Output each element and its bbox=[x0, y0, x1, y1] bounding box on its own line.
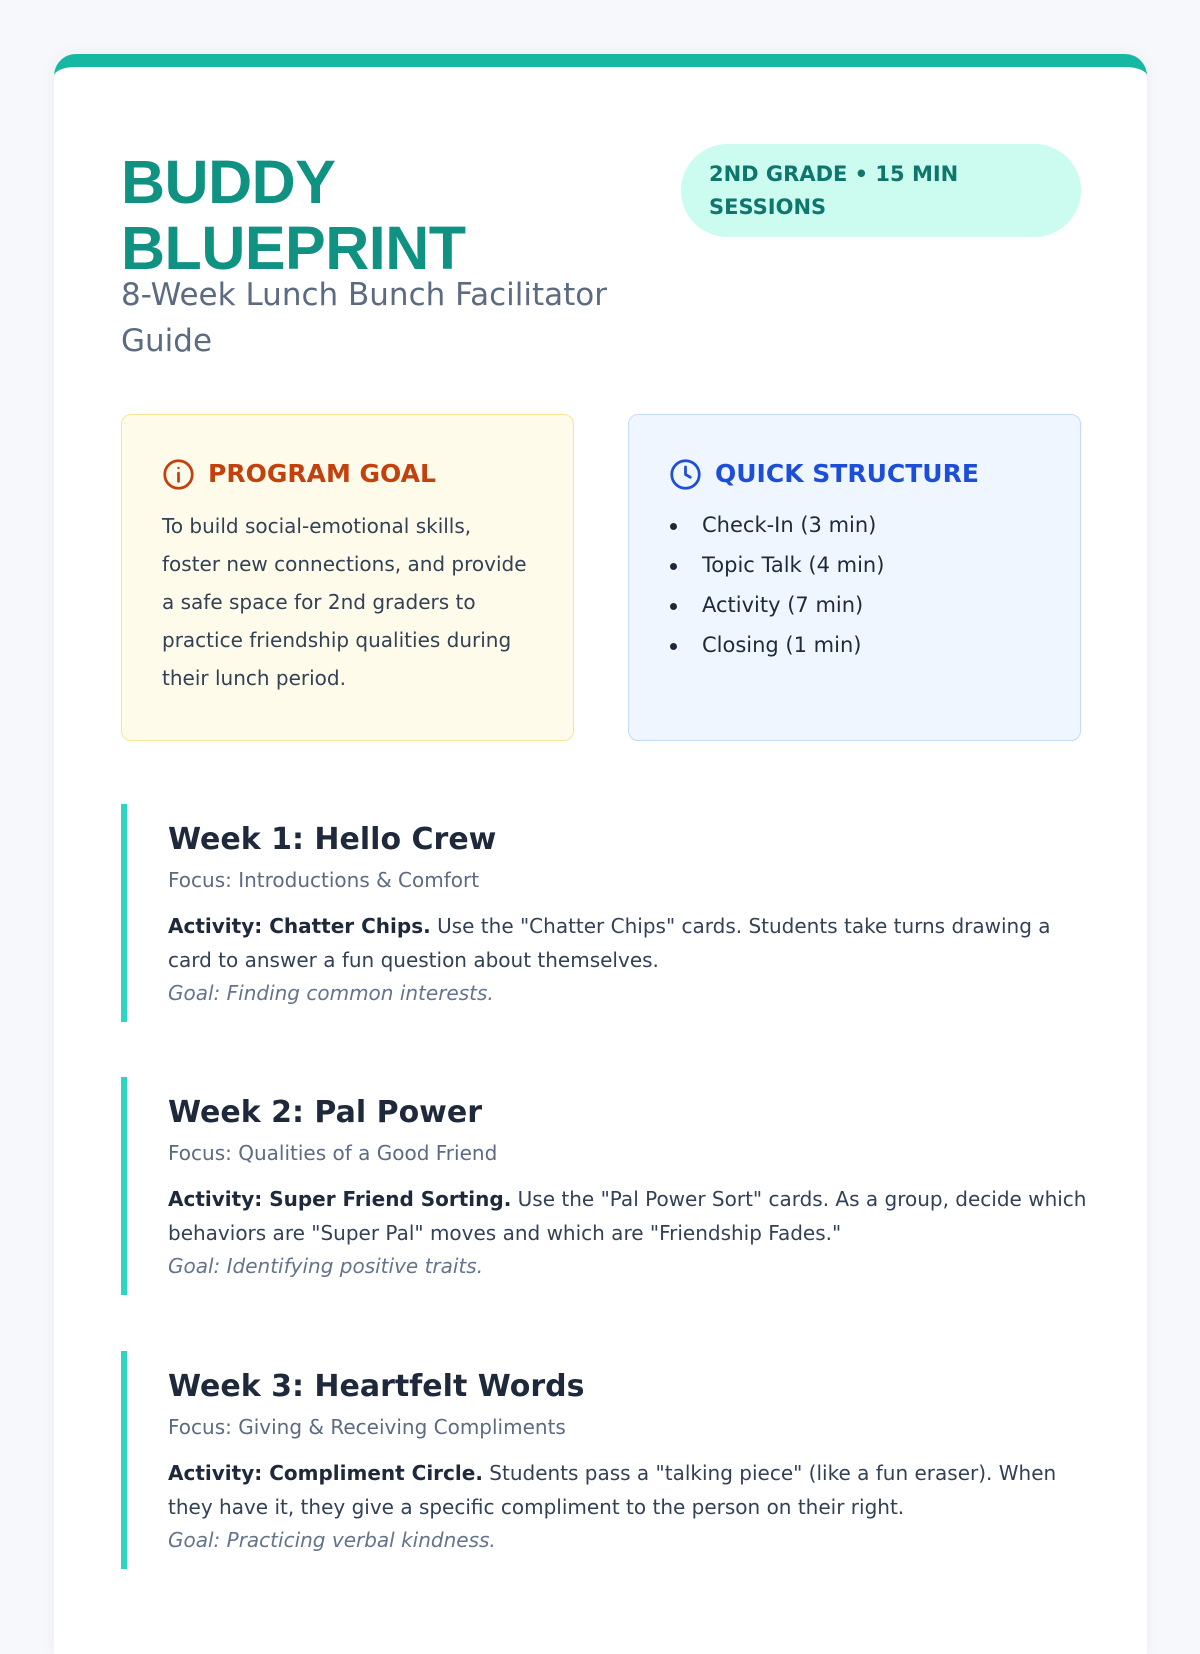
week-goal: Goal: Identifying positive traits. bbox=[168, 1254, 484, 1278]
quick-structure-box bbox=[628, 414, 1081, 741]
list-item: Check-In (3 min) bbox=[669, 505, 1040, 545]
activity-description: Use the "Pal Power Sort" cards. As a group, decide which behaviors are "Super Pal" moves and which are "Friendship Fades." bbox=[168, 1187, 1087, 1245]
week-title: Week 1: Hello Crew bbox=[168, 822, 497, 857]
week-title: Week 2: Pal Power bbox=[168, 1095, 483, 1130]
program-goal-heading bbox=[162, 455, 533, 493]
week-focus: Focus: Giving & Receiving Compliments bbox=[168, 1415, 566, 1439]
week-title: Week 3: Heartfelt Words bbox=[168, 1369, 585, 1404]
list-item: Activity (7 min) bbox=[669, 585, 1040, 625]
week-3-section bbox=[121, 1351, 1091, 1569]
week-1-section bbox=[121, 804, 1091, 1022]
week-2-section bbox=[121, 1077, 1091, 1295]
program-goal-box bbox=[121, 414, 574, 741]
week-focus: Focus: Qualities of a Good Friend bbox=[168, 1141, 498, 1165]
list-item: Topic Talk (4 min) bbox=[669, 545, 1040, 585]
week-focus: Focus: Introductions & Comfort bbox=[168, 868, 480, 892]
list-item: Closing (1 min) bbox=[669, 625, 1040, 665]
program-goal-heading-text: PROGRAM GOAL bbox=[208, 459, 436, 488]
activity-description: Students pass a "talking piece" (like a fun eraser). When they have it, they give a specific compliment to the person on their right. bbox=[168, 1461, 1057, 1519]
program-goal-text: To build social-emotional skills, foster new connections, and provide a safe space for 2nd graders to practice friendship qualities during their lunch period. bbox=[162, 514, 527, 690]
quick-structure-heading-text: QUICK STRUCTURE bbox=[715, 459, 979, 488]
page-subtitle: 8-Week Lunch Bunch Facilitator Guide bbox=[121, 277, 607, 359]
activity-name: Activity: Compliment Circle. bbox=[168, 1461, 483, 1485]
week-goal: Goal: Practicing verbal kindness. bbox=[168, 1528, 496, 1552]
guide-card bbox=[54, 54, 1147, 1654]
page-title: BUDDY BLUEPRINT bbox=[121, 148, 466, 282]
week-activity bbox=[168, 1182, 1091, 1250]
quick-structure-heading bbox=[669, 455, 1040, 493]
week-activity bbox=[168, 1456, 1091, 1524]
structure-list bbox=[669, 505, 1040, 665]
activity-name: Activity: Super Friend Sorting. bbox=[168, 1187, 512, 1211]
week-activity bbox=[168, 909, 1091, 977]
clock-icon bbox=[669, 458, 702, 491]
grade-session-badge: 2ND GRADE • 15 MIN SESSIONS bbox=[681, 144, 1081, 237]
week-goal: Goal: Finding common interests. bbox=[168, 981, 494, 1005]
info-circle-icon bbox=[162, 458, 195, 491]
activity-name: Activity: Chatter Chips. bbox=[168, 914, 431, 938]
activity-description: Use the "Chatter Chips" cards. Students take turns drawing a card to answer a fun question about themselves. bbox=[168, 914, 1051, 972]
